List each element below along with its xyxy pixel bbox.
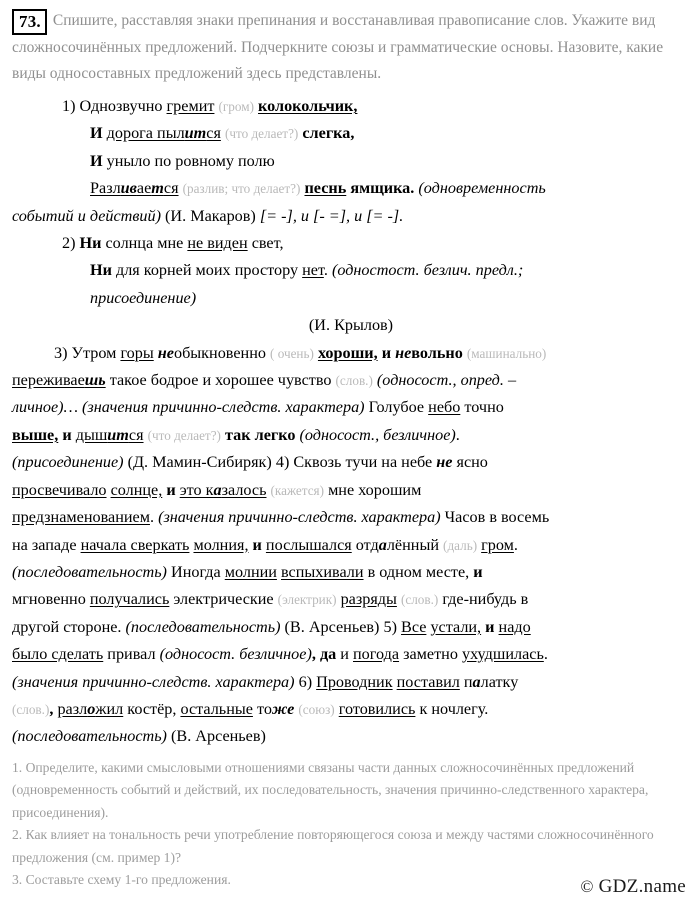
sentence-4-line-4 bbox=[12, 532, 690, 559]
s3-d4: ит bbox=[107, 425, 129, 444]
s1-l2-hint: (что делает?) bbox=[224, 126, 299, 142]
exercise-number: 73. bbox=[12, 9, 47, 35]
s6-b4: о bbox=[87, 699, 96, 718]
s3-subject: горы bbox=[120, 343, 154, 362]
s5-b8: заметно bbox=[399, 645, 462, 664]
s4-b3: солнце, bbox=[110, 480, 163, 499]
s6-b6: костёр, bbox=[123, 699, 181, 718]
s3-b3: такое бодрое и хорошее чувство bbox=[105, 371, 336, 390]
s4-note-1: (значения причинно-следств. характера) bbox=[158, 508, 441, 527]
s4-conjunction-2: и bbox=[252, 535, 262, 554]
s5-note-2: (значения причинно-следств. характера) bbox=[12, 672, 295, 691]
s5-b9: ухудшилась bbox=[461, 645, 544, 664]
s6-b11: готовились bbox=[338, 699, 416, 718]
s4-c2: . bbox=[149, 508, 159, 527]
s2-l1-conjunction: Ни bbox=[79, 234, 102, 253]
s4-d11: гром bbox=[481, 535, 514, 554]
s4-hint-slov: (слов.) bbox=[400, 592, 439, 608]
exercise-instructions: Спишите, расставляя знаки препинания и восстанавливая правописание слов. Укажите вид сложносочинённых предложений. Подчеркните союзы и грамматические основы. Назовите, какие виды односоставных предложений здесь представлены. bbox=[12, 12, 664, 82]
s4-e2: Иногда bbox=[166, 562, 225, 581]
s3-e1: (присоединение) bbox=[12, 453, 124, 472]
s2-l1-text-b: свет, bbox=[247, 234, 284, 253]
s3-conjunction: и bbox=[381, 343, 392, 362]
s4-note-3: (последовательность) bbox=[125, 617, 281, 636]
sentence-3-line-4 bbox=[12, 422, 690, 449]
s4-e6: в одном месте, bbox=[363, 562, 474, 581]
s4-note-2: (последовательность) bbox=[12, 562, 167, 581]
s6-b5: жил bbox=[95, 699, 124, 718]
item-2-marker: 2) bbox=[62, 234, 76, 253]
s6-b2: , bbox=[49, 699, 58, 718]
s3-note-2: (односост., безличное) bbox=[299, 425, 456, 444]
s4-e5: вспыхивали bbox=[281, 562, 364, 581]
sentence-4-line-7 bbox=[12, 614, 690, 641]
s1-l1-subject: колокольчик, bbox=[258, 97, 358, 115]
s6-a5: п bbox=[459, 672, 473, 691]
s5-a4: устали, bbox=[430, 617, 482, 636]
sentence-3-line-3 bbox=[12, 394, 690, 421]
s4-g1: другой стороне. bbox=[12, 617, 126, 636]
s4-b6: а bbox=[213, 480, 222, 499]
s1-l5-author: (И. Макаров) bbox=[160, 206, 260, 225]
question-3: 3. Составьте схему 1-го предложения. bbox=[12, 872, 231, 888]
s2-l2-predicate: нет bbox=[302, 261, 324, 280]
s1-l3-conjunction: И bbox=[90, 151, 103, 170]
s6-note-1: (последовательность) bbox=[12, 727, 167, 746]
s3-note-1: (односост., опред. – bbox=[376, 371, 517, 390]
s3-hint-mashinalno: (машинально) bbox=[466, 345, 547, 361]
s3-subject-2: небо bbox=[428, 398, 461, 417]
s1-l3-text: уныло по ровному полю bbox=[102, 151, 275, 170]
s4-d7: отд bbox=[351, 535, 379, 554]
copyright-icon: © bbox=[580, 877, 594, 896]
s2-l2-conjunction: Ни bbox=[90, 261, 112, 280]
s6-hint-slov: (слов.) bbox=[12, 701, 50, 717]
s4-b5: это к bbox=[179, 480, 214, 499]
s2-l2-text-a: для корней моих простору bbox=[111, 261, 303, 280]
s3-d9: . bbox=[455, 425, 460, 444]
s4-d9: лённый bbox=[386, 535, 444, 554]
sentence-5-line-2 bbox=[12, 641, 690, 668]
s4-hint-elektrik: (электрик) bbox=[277, 592, 337, 608]
sentence-2-line-3 bbox=[12, 285, 690, 312]
sentence-2-line-2 bbox=[12, 257, 690, 284]
s4-f2: получались bbox=[89, 590, 170, 609]
s1-l4-verb-a: Разл bbox=[90, 179, 121, 198]
s3-b2: шь bbox=[84, 371, 106, 390]
item-6-marker: 6) bbox=[298, 672, 313, 691]
s3-a10: вольно bbox=[411, 343, 467, 362]
s4-d1: на западе bbox=[12, 535, 81, 554]
s2-l3-note: присоединение) bbox=[90, 288, 197, 307]
s5-a6: надо bbox=[498, 617, 531, 636]
item-1-marker: 1) bbox=[62, 97, 76, 115]
s1-l2-underlined-c: ся bbox=[206, 124, 221, 143]
sentence-3-line-1 bbox=[12, 340, 690, 367]
question-2: 2. Как влияет на тональность речи употребление повторяющегося союза и между частями сложносочинённого предложения (см. пример 1)? bbox=[12, 827, 654, 865]
s2-l2-text-b: . bbox=[323, 261, 332, 280]
s3-c1: личное)… bbox=[12, 398, 78, 417]
s4-f5: разряды bbox=[340, 590, 397, 609]
question-1: 1. Определите, какими смысловыми отношениями связаны части данных сложносочинённых предложений (одновременность событий и действий, их последовательность, значения причинно-следственного характера, присоединения). bbox=[12, 760, 649, 820]
s6-a7: латку bbox=[480, 672, 519, 691]
sentence-1-line-4 bbox=[12, 175, 690, 202]
s1-scheme: [= -], и [- =], и [= -]. bbox=[259, 206, 404, 225]
sentence-2-author bbox=[12, 312, 690, 339]
s6-b9: же bbox=[271, 699, 295, 718]
sentence-3-line-5 bbox=[12, 449, 690, 476]
exercise-body bbox=[0, 87, 700, 751]
item-5-marker: 5) bbox=[383, 617, 397, 636]
sentence-6-line-3 bbox=[12, 723, 690, 750]
s5-b4: , bbox=[311, 645, 320, 664]
s4-hint-kazhetsya: (кажется) bbox=[270, 482, 325, 498]
s3-b1: переживае bbox=[12, 371, 85, 390]
sentence-4-line-2 bbox=[12, 477, 690, 504]
s1-l2-underlined-a: дорога пыл bbox=[106, 124, 185, 143]
s5-b6: и bbox=[336, 645, 353, 664]
s6-a4: поставил bbox=[396, 672, 460, 691]
s1-l4-verb-e: ся bbox=[163, 179, 179, 198]
item-3-marker: 3) bbox=[54, 343, 68, 362]
s3-a1: Утром bbox=[67, 343, 121, 362]
s2-l2-note: (одностост. безлич. предл.; bbox=[331, 261, 524, 280]
s4-d2: начала сверкать bbox=[80, 535, 190, 554]
s4-particle-ne: не bbox=[436, 453, 453, 472]
s1-l1-hint: (гром) bbox=[218, 99, 254, 114]
s3-d7: так легко bbox=[220, 425, 300, 444]
sentence-6-line-2 bbox=[12, 696, 690, 723]
s3-hint-chto-delaet: (что делает?) bbox=[147, 427, 221, 443]
s2-l1-predicate: не виден bbox=[187, 234, 248, 253]
s4-d8: а bbox=[378, 535, 387, 554]
s3-d2: и bbox=[62, 425, 72, 444]
s4-conjunction-3: и bbox=[473, 562, 483, 581]
s3-d3: дыш bbox=[75, 425, 108, 444]
s4-b9: мне хорошим bbox=[324, 480, 422, 499]
s5-a2: Все bbox=[401, 617, 427, 636]
s1-l2-conjunction: И bbox=[90, 124, 103, 143]
s3-prefix-ne: не bbox=[157, 343, 174, 362]
s3-c2: (значения причинно-следств. характера) bbox=[82, 398, 365, 417]
followup-questions bbox=[12, 757, 688, 891]
s4-d4: молния, bbox=[193, 535, 249, 554]
s6-b7: остальные bbox=[180, 699, 253, 718]
s1-l4-text: ямщика. bbox=[346, 179, 419, 198]
s4-conjunction-1: и bbox=[166, 480, 176, 499]
s5-b10: . bbox=[543, 645, 548, 664]
s4-b1: просвечивало bbox=[12, 480, 107, 499]
sentence-1-line-5 bbox=[12, 203, 690, 230]
s6-b8: то bbox=[252, 699, 272, 718]
s4-f3: электрические bbox=[169, 590, 278, 609]
s4-g3: (В. Арсеньев) bbox=[280, 617, 384, 636]
s1-l4-hint: (разлив; что делает?) bbox=[182, 181, 301, 197]
sentence-4-line-6 bbox=[12, 586, 690, 613]
s3-hint-slov: (слов.) bbox=[335, 373, 373, 389]
s1-l5-note: событий и действий) bbox=[12, 206, 161, 225]
s3-d5: ся bbox=[128, 425, 144, 444]
s1-l1-text-a: Однозвучно bbox=[79, 97, 167, 115]
s4-f1: мгновенно bbox=[12, 590, 90, 609]
s4-e3: молнии bbox=[224, 562, 277, 581]
s5-b2: привал bbox=[103, 645, 160, 664]
s3-e2: (Д. Мамин-Сибиряк) bbox=[123, 453, 276, 472]
s4-f7: где-нибудь в bbox=[438, 590, 529, 609]
s1-l4-subject: песнь bbox=[304, 179, 347, 198]
s5-b7: погода bbox=[353, 645, 400, 664]
s1-l4-note: (одновременность bbox=[418, 179, 546, 198]
s6-b3: разл bbox=[57, 699, 88, 718]
s4-d6: послышался bbox=[265, 535, 352, 554]
s4-c4: Часов в восемь bbox=[440, 508, 550, 527]
s3-hint-ochen: ( очень) bbox=[270, 345, 314, 361]
s4-d12: . bbox=[513, 535, 518, 554]
s3-prefix-ne-2: не bbox=[395, 343, 412, 362]
s6-b12: к ночлегу. bbox=[415, 699, 489, 718]
s6-a2: Проводник bbox=[316, 672, 393, 691]
s1-l4-verb-d: т bbox=[151, 179, 164, 198]
sentence-1-line-3 bbox=[12, 148, 690, 175]
s1-l1-underlined-verb: гремит bbox=[166, 97, 215, 115]
sentence-4-line-5 bbox=[12, 559, 690, 586]
s1-l4-verb-c: ае bbox=[136, 179, 152, 198]
s1-l2-underlined-b: ит bbox=[184, 124, 207, 143]
s2-author-text: (И. Крылов) bbox=[308, 316, 394, 335]
sentence-2-line-1 bbox=[12, 230, 690, 257]
s6-author: (В. Арсеньев) bbox=[166, 727, 266, 746]
s4-a3: ясно bbox=[452, 453, 488, 472]
s3-d1: выше, bbox=[12, 425, 59, 444]
watermark bbox=[580, 876, 686, 898]
item-4-marker: 4) bbox=[275, 453, 290, 472]
s4-hint-dal: (даль) bbox=[443, 537, 478, 553]
s6-hint-soyuz: (союз) bbox=[298, 701, 335, 717]
s5-note-1: (односост. безличное) bbox=[159, 645, 312, 664]
s1-l2-text: слегка, bbox=[302, 124, 355, 143]
s6-a6: а bbox=[472, 672, 481, 691]
s1-l4-verb-b: ив bbox=[120, 179, 137, 198]
watermark-label: GDZ.name bbox=[598, 876, 686, 897]
s4-c1: предзнаменованием bbox=[12, 508, 150, 527]
sentence-3-line-2 bbox=[12, 367, 690, 394]
exercise-header bbox=[0, 0, 700, 87]
s3-predicate: хороши, bbox=[317, 343, 378, 362]
s5-b1: было сделать bbox=[12, 645, 104, 664]
s2-l1-text-a: солнца мне bbox=[101, 234, 188, 253]
s5-conjunction: и bbox=[485, 617, 495, 636]
s4-b7: залось bbox=[221, 480, 267, 499]
s5-conjunction-da: да bbox=[319, 645, 337, 664]
s3-c5: точно bbox=[460, 398, 504, 417]
sentence-4-line-3 bbox=[12, 504, 690, 531]
s3-c3: Голубое bbox=[364, 398, 429, 417]
sentence-1-line-1 bbox=[12, 93, 690, 120]
s4-a1: Сквозь тучи на небе bbox=[289, 453, 437, 472]
s3-a5: обыкновенно bbox=[173, 343, 270, 362]
sentence-1-line-2 bbox=[12, 120, 690, 147]
sentence-5-line-3 bbox=[12, 669, 690, 696]
